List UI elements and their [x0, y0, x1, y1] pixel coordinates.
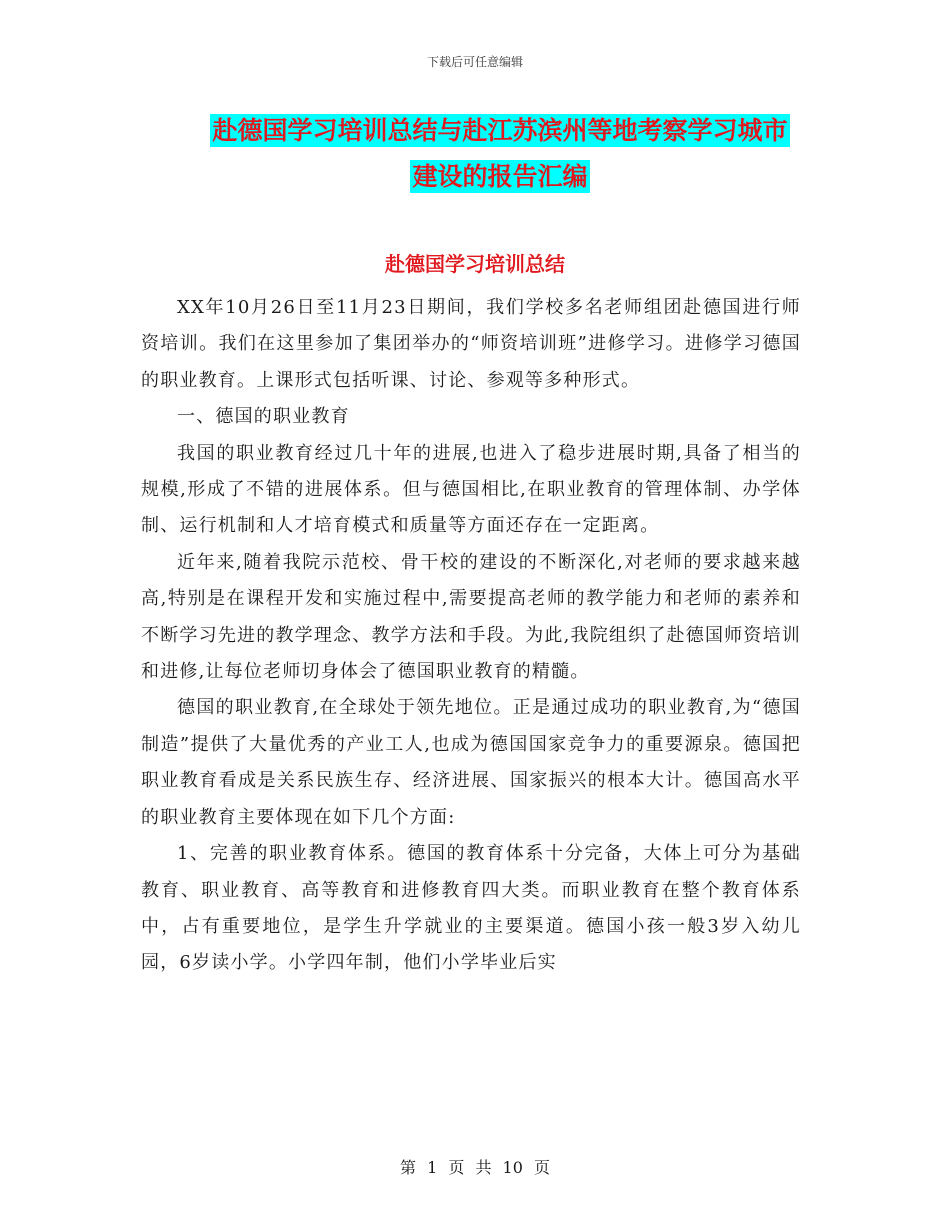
- section-title: 赴德国学习培训总结: [385, 252, 565, 276]
- title-line-1: 赴德国学习培训总结与赴江苏滨州等地考察学习城市: [212, 116, 788, 145]
- paragraph-heading: 一、德国的职业教育: [177, 406, 350, 428]
- header-note: 下载后可任意编辑: [426, 55, 523, 69]
- title-line-2: 建设的报告汇编: [412, 162, 588, 191]
- paragraph: 我国的职业教育经过几十年的进展,也进入了稳步进展时期,具备了相当的规模,形成了不错的进展体系。但与德国相比,在职业教育的管理体制、办学体制、运行机制和人才培育模式和质量等方面还存在一定距离。: [141, 442, 801, 537]
- paragraph: 1、完善的职业教育体系。德国的教育体系十分完备，大体上可分为基础教育、职业教育、高等教育和进修教育四大类。而职业教育在整个教育体系中，占有重要地位，是学生升学就业的主要渠道。德国小孩一般3岁入幼儿园，6岁读小学。小学四年制，他们小学毕业后实: [141, 843, 801, 974]
- body-text: [141, 290, 801, 982]
- paragraph: 近年来,随着我院示范校、骨干校的建设的不断深化,对老师的要求越来越高,特别是在课程开发和实施过程中,需要提高老师的教学能力和老师的素养和不断学习先进的教学理念、教学方法和手段。为此,我院组织了赴德国师资培训和进修,让每位老师切身体会了德国职业教育的精髓。: [141, 551, 801, 683]
- document-title: [180, 108, 820, 200]
- page-footer: 第 1 页 共 10 页: [400, 1158, 550, 1177]
- paragraph: XX年10月26日至11月23日期间，我们学校多名老师组团赴德国进行师资培训。我们在这里参加了集团举办的“师资培训班”进修学习。进修学习德国的职业教育。上课形式包括听课、讨论、参观等多种形式。: [141, 297, 801, 391]
- paragraph: 德国的职业教育,在全球处于领先地位。正是通过成功的职业教育,为“德国制造”提供了大量优秀的产业工人,也成为德国国家竞争力的重要源泉。德国把职业教育看成是关系民族生存、经济进展、国家振兴的根本大计。德国高水平的职业教育主要体现在如下几个方面:: [141, 697, 801, 828]
